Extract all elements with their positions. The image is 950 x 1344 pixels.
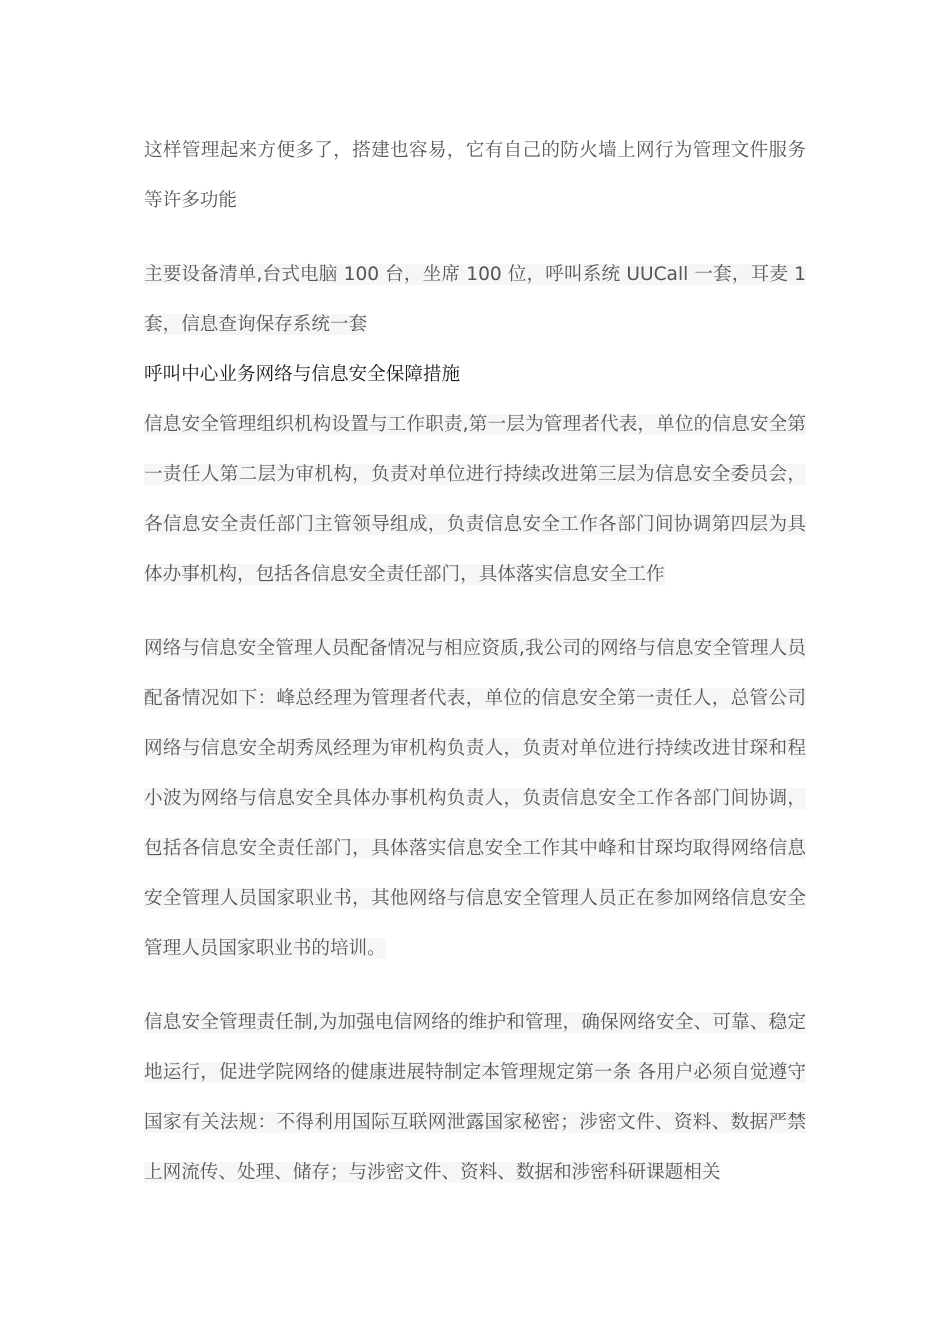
paragraph-intro bbox=[144, 126, 806, 226]
paragraph-organization-text: 信息安全管理组织机构设置与工作职责,第一层为管理者代表，单位的信息安全第一责任人第二层为审机构，负责对单位进行持续改进第三层为信息安全委员会，各信息安全责任部门主管领导组成，负责信息安全工作各部门间协调第四层为具体办事机构，包括各信息安全责任部门，具体落实信息安全工作 bbox=[144, 414, 806, 585]
paragraph-spacer bbox=[144, 226, 806, 250]
paragraph-responsibility bbox=[144, 998, 806, 1198]
paragraph-equipment-list bbox=[144, 250, 806, 350]
section-heading-text: 呼叫中心业务网络与信息安全保障措施 bbox=[144, 364, 461, 385]
paragraph-staffing-text: 网络与信息安全管理人员配备情况与相应资质,我公司的网络与信息安全管理人员配备情况如下：峰总经理为管理者代表，单位的信息安全第一责任人，总管公司网络与信息安全胡秀凤经理为审机构负责人，负责对单位进行持续改进甘琛和程小波为网络与信息安全具体办事机构负责人，负责信息安全工作各部门间协调，包括各信息安全责任部门，具体落实信息安全工作其中峰和甘琛均取得网络信息安全管理人员国家职业书，其他网络与信息安全管理人员正在参加网络信息安全管理人员国家职业书的培训。 bbox=[144, 638, 806, 959]
paragraph-staffing bbox=[144, 624, 806, 974]
paragraph-equipment-list-text: 主要设备清单,台式电脑 100 台，坐席 100 位，呼叫系统 UUCall 一套，耳麦 1 套，信息查询保存系统一套 bbox=[144, 264, 806, 335]
paragraph-responsibility-text: 信息安全管理责任制,为加强电信网络的维护和管理，确保网络安全、可靠、稳定地运行，促进学院网络的健康进展特制定本管理规定第一条 各用户必须自觉遵守国家有关法规：不得利用国际互联网泄露国家秘密；涉密文件、资料、数据严禁上网流传、处理、储存；与涉密文件、资料、数据和涉密科研课题相关 bbox=[144, 1012, 806, 1183]
paragraph-intro-text: 这样管理起来方便多了，搭建也容易，它有自己的防火墙上网行为管理文件服务等许多功能 bbox=[144, 140, 806, 211]
paragraph-spacer bbox=[144, 974, 806, 998]
paragraph-organization bbox=[144, 400, 806, 600]
section-heading bbox=[144, 350, 806, 400]
paragraph-spacer bbox=[144, 600, 806, 624]
document-body bbox=[144, 126, 806, 1198]
